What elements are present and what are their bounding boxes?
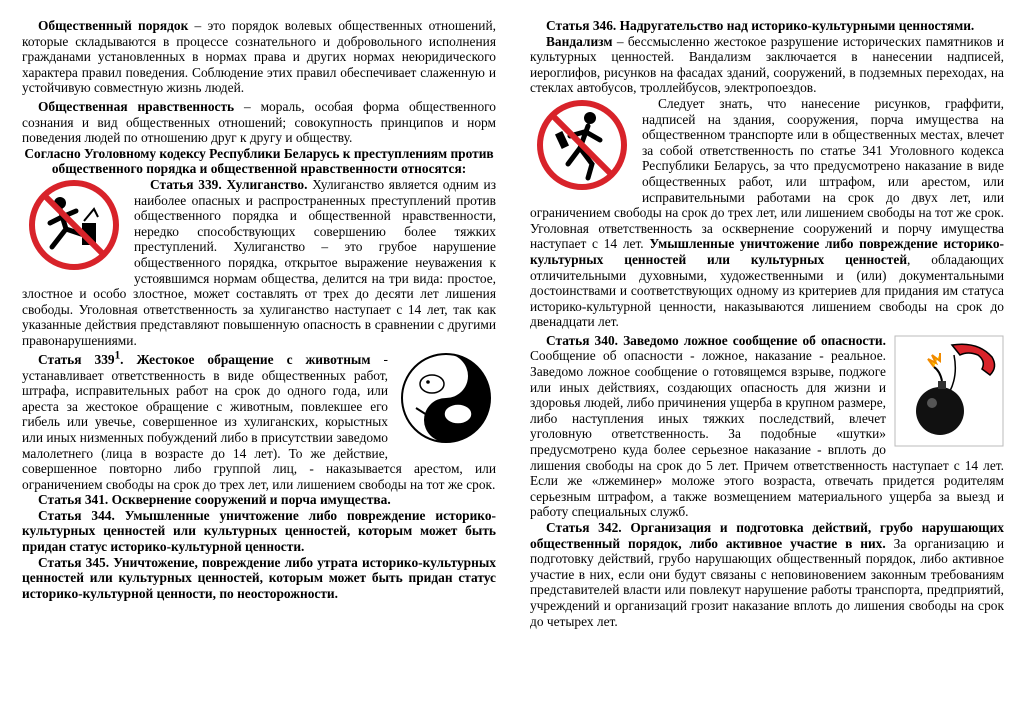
right-column	[530, 18, 1004, 629]
article-345: Статья 345. Уничтожение, повреждение либо утрата историко-культурных ценностей или культурных ценностей, которым может быть придан статус историко-культурной ценности, по неосторожности.	[22, 554, 496, 601]
article-342-title: Статья 342. Организация и подготовка действий, грубо нарушающих общественный порядок, либо активное участие в них.	[530, 520, 1004, 551]
left-column	[22, 18, 496, 601]
public-order-term: Общественный порядок	[38, 18, 189, 33]
public-morality-definition: Общественная нравственность – мораль, особая форма общественного сознания и вид общественных отношений; совокупность принципов и норм поведения людей по отношению друг к другу и обществу.	[22, 98, 496, 146]
article-344: Статья 344. Умышленные уничтожение либо повреждение историко-культурных ценностей или культурных ценностей, которым может быть придан статус историко-культурной ценности.	[22, 507, 496, 555]
article-339-1-title: Статья $339^1$. Жестокое обращение с животным	[38, 349, 371, 367]
article-339-1: Статья $339^1$. Жестокое обращение с животным - устанавливает ответственность в виде общественных работ, штрафа, исправительных работ на срок до одного года, или ареста за жестокое обращение с животным, повлекшее его гибель или увечье, совершенное из хулиганских, корыстных или иных низменных побуждений либо в присутствии заведомо малолетнего (лица в возрасте до 14 лет). То же действие, совершенное повторно либо группой лиц, - наказывается арестом, или ограничением свободы на срок до трех лет, или лишением свободы на тот же срок.	[22, 349, 496, 492]
article-346: Статья 346. Надругательство над историко-культурными ценностями.	[546, 18, 975, 33]
article-340: Статья 340. Заведомо ложное сообщение об опасности. Сообщение об опасности - ложное, наказание - реальное. Заведомо ложное сообщение о готовящемся взрыве, поджоге или иных действиях, создающих опасность для жизни и здоровья людей, либо причинения ущерба в крупном размере, либо наступления иных тяжких последствий, влечет уголовную ответственность. За подобные «шутки» предусмотрено куда более серьезное наказание - вплоть до лишения свободы на срок до 5 лет. Причем ответственность наступает с 14 лет. Если же «лжеминер» моложе этого возраста, отвечать придется родителям серьезным штрафом, а также возмещением материального ущерба за выезд и работу специальных служб.	[530, 332, 1004, 520]
article-342: Статья 342. Организация и подготовка действий, грубо нарушающих общественный порядок, либо активное участие в них. За организацию и подготовку действий, грубо нарушающих общественный порядок, либо активное участие в них, если они будут связаны с неповиновением законным требованиям представителей власти или повлекут нарушение работы транспорта, предприятий, учреждений и организаций грозит наказание вплоть до лишения свободы на срок до четырех лет.	[530, 520, 1004, 629]
no-vandalism-icon	[530, 98, 634, 196]
public-order-definition: Общественный порядок – это порядок волевых общественных отношений, которые складываются в процессе сознательного и добровольного исполнения гражданами установленных в нормах права и других нормах неюридического характера правил поведения. Соблюдение этих правил обеспечивает слаженную и устойчивую совместную жизнь людей.	[22, 18, 496, 96]
article-339: Статья 339. Хулиганство. Хулиганство является одним из наиболее опасных и распространенных преступлений против общественного порядка и общественной нравственности, нередко способствующих совершению более тяжких преступлений. Хулиганство – это грубое нарушение общественного порядка, открытое выражение неуважения к устоявшимся нормам общества, делится на три вида: простое, злостное и особо злостное, может составлять от трех до десяти лет лишения свободы. Уголовная ответственность за хулиганство наступает с 14 лет, так как указанные действия представляют повышенную опасность в сравнении с другими правонарушениями.	[22, 176, 496, 348]
article-341: Статья 341. Осквернение сооружений и порча имущества.	[38, 492, 391, 508]
criminal-code-heading: Согласно Уголовному кодексу Республики Беларусь к преступлениям против общественного порядка и общественной нравственности относятся:	[24, 145, 494, 177]
graffiti-paragraph: Следует знать, что нанесение рисунков, граффити, надписей на здания, сооружения, порча имущества на общественном транспорте или в общественных местах, влечет за собой ответственность по статье 341 Уголовного кодекса Республики Беларусь, за что предусмотрено наказание в виде общественных работ, или штрафом, или арестом, или исправительными работами на срок до двух лет, или ограничением свободы на срок до трех лет, или лишением свободы на тот же срок. Уголовная ответственность за осквернение сооружений и порчу имущества наступает с 14 лет. Умышленные уничтожение либо повреждение историко-культурных ценностей или культурных ценностей, обладающих отличительными духовными, художественными и (или) документальными достоинствами и соответствующих одному из критериев для придания им статуса историко-культурной ценности, наказываются лишением свободы на срок до двенадцати лет.	[530, 95, 1004, 330]
article-340-title: Статья 340. Заведомо ложное сообщение об опасности.	[546, 332, 886, 348]
article-339-title: Статья 339. Хулиганство.	[150, 176, 308, 192]
vandalism-definition: Вандализм – бессмысленно жестокое разрушение исторических памятников и культурных ценностей. Вандализм заключается в нанесении надписей, иероглифов, рисунков на фасадах зданий, сооружений, в подземных переходах, на стеклах автобусов, троллейбусов, электропоездов.	[530, 33, 1004, 96]
animal-cruelty-icon	[396, 350, 496, 450]
public-morality-term: Общественная нравственность	[38, 98, 235, 114]
vandalism-term: Вандализм	[546, 33, 613, 49]
no-hooliganism-icon	[22, 179, 126, 275]
bomb-phone-icon	[894, 335, 1004, 451]
